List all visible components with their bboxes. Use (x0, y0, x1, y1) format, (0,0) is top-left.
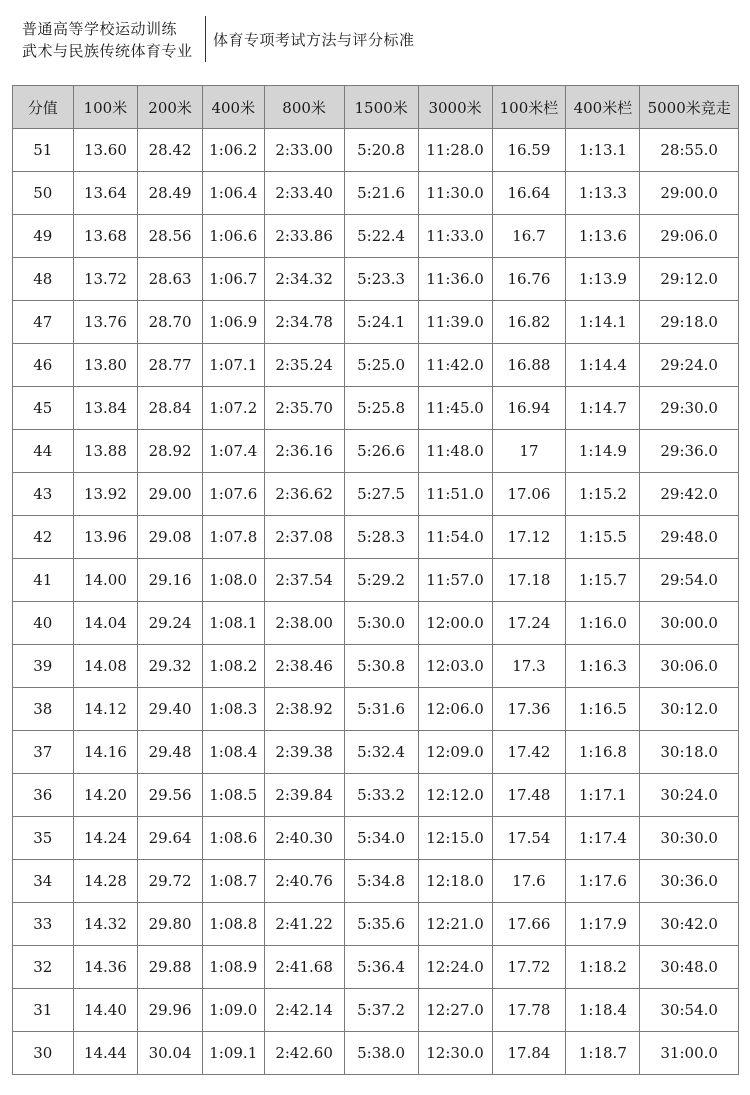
result-cell: 17.42 (492, 731, 566, 774)
score-cell: 50 (13, 172, 74, 215)
result-cell: 12:12.0 (418, 774, 492, 817)
result-cell: 2:39.38 (264, 731, 344, 774)
result-cell: 14.28 (73, 860, 138, 903)
result-cell: 28.77 (138, 344, 203, 387)
table-row (13, 946, 739, 989)
result-cell: 30:06.0 (640, 645, 739, 688)
result-cell: 13.60 (73, 129, 138, 172)
header-section-title: 体育专项考试方法与评分标准 (213, 31, 415, 49)
result-cell: 29.32 (138, 645, 203, 688)
result-cell: 29.48 (138, 731, 203, 774)
result-cell: 17.48 (492, 774, 566, 817)
result-cell: 11:54.0 (418, 516, 492, 559)
result-cell: 2:36.16 (264, 430, 344, 473)
result-cell: 5:25.0 (344, 344, 418, 387)
result-cell: 1:17.6 (566, 860, 640, 903)
table-row (13, 903, 739, 946)
result-cell: 14.00 (73, 559, 138, 602)
result-cell: 29.40 (138, 688, 203, 731)
result-cell: 1:06.7 (202, 258, 264, 301)
result-cell: 1:16.5 (566, 688, 640, 731)
result-cell: 13.80 (73, 344, 138, 387)
result-cell: 29.24 (138, 602, 203, 645)
score-cell: 51 (13, 129, 74, 172)
table-row (13, 430, 739, 473)
result-cell: 14.04 (73, 602, 138, 645)
score-cell: 44 (13, 430, 74, 473)
table-row (13, 688, 739, 731)
result-cell: 13.68 (73, 215, 138, 258)
result-cell: 2:34.78 (264, 301, 344, 344)
result-cell: 1:18.2 (566, 946, 640, 989)
result-cell: 1:07.1 (202, 344, 264, 387)
result-cell: 1:08.4 (202, 731, 264, 774)
result-cell: 12:03.0 (418, 645, 492, 688)
table-row (13, 731, 739, 774)
result-cell: 11:51.0 (418, 473, 492, 516)
result-cell: 1:06.9 (202, 301, 264, 344)
result-cell: 30:12.0 (640, 688, 739, 731)
result-cell: 2:35.70 (264, 387, 344, 430)
result-cell: 5:24.1 (344, 301, 418, 344)
result-cell: 29.88 (138, 946, 203, 989)
result-cell: 14.16 (73, 731, 138, 774)
score-cell: 30 (13, 1032, 74, 1075)
score-cell: 32 (13, 946, 74, 989)
result-cell: 2:39.84 (264, 774, 344, 817)
score-cell: 34 (13, 860, 74, 903)
result-cell: 14.32 (73, 903, 138, 946)
result-cell: 17.18 (492, 559, 566, 602)
result-cell: 1:08.2 (202, 645, 264, 688)
result-cell: 1:15.5 (566, 516, 640, 559)
result-cell: 1:17.4 (566, 817, 640, 860)
column-header: 800米 (264, 86, 344, 129)
result-cell: 1:13.9 (566, 258, 640, 301)
score-cell: 35 (13, 817, 74, 860)
table-row (13, 559, 739, 602)
result-cell: 16.7 (492, 215, 566, 258)
table-row (13, 344, 739, 387)
result-cell: 16.94 (492, 387, 566, 430)
result-cell: 1:16.8 (566, 731, 640, 774)
result-cell: 16.76 (492, 258, 566, 301)
result-cell: 29:06.0 (640, 215, 739, 258)
column-header: 100米 (73, 86, 138, 129)
result-cell: 17.72 (492, 946, 566, 989)
result-cell: 29.16 (138, 559, 203, 602)
result-cell: 5:34.8 (344, 860, 418, 903)
result-cell: 17.78 (492, 989, 566, 1032)
result-cell: 17.12 (492, 516, 566, 559)
result-cell: 2:38.00 (264, 602, 344, 645)
column-header: 400米栏 (566, 86, 640, 129)
result-cell: 2:37.08 (264, 516, 344, 559)
result-cell: 17.6 (492, 860, 566, 903)
result-cell: 16.82 (492, 301, 566, 344)
column-header: 3000米 (418, 86, 492, 129)
result-cell: 17.06 (492, 473, 566, 516)
result-cell: 1:08.6 (202, 817, 264, 860)
result-cell: 17.3 (492, 645, 566, 688)
result-cell: 1:08.9 (202, 946, 264, 989)
score-cell: 39 (13, 645, 74, 688)
result-cell: 1:07.2 (202, 387, 264, 430)
result-cell: 11:48.0 (418, 430, 492, 473)
result-cell: 1:09.0 (202, 989, 264, 1032)
result-cell: 30:18.0 (640, 731, 739, 774)
result-cell: 30:48.0 (640, 946, 739, 989)
result-cell: 5:21.6 (344, 172, 418, 215)
result-cell: 29:42.0 (640, 473, 739, 516)
column-header: 200米 (138, 86, 203, 129)
result-cell: 12:24.0 (418, 946, 492, 989)
result-cell: 29.96 (138, 989, 203, 1032)
result-cell: 1:13.3 (566, 172, 640, 215)
score-cell: 45 (13, 387, 74, 430)
table-row (13, 602, 739, 645)
result-cell: 30:42.0 (640, 903, 739, 946)
result-cell: 2:33.00 (264, 129, 344, 172)
score-cell: 46 (13, 344, 74, 387)
result-cell: 14.12 (73, 688, 138, 731)
result-cell: 12:06.0 (418, 688, 492, 731)
score-cell: 40 (13, 602, 74, 645)
result-cell: 1:07.6 (202, 473, 264, 516)
result-cell: 29.08 (138, 516, 203, 559)
result-cell: 2:42.14 (264, 989, 344, 1032)
result-cell: 29.00 (138, 473, 203, 516)
result-cell: 13.84 (73, 387, 138, 430)
result-cell: 29.80 (138, 903, 203, 946)
result-cell: 2:37.54 (264, 559, 344, 602)
result-cell: 13.96 (73, 516, 138, 559)
result-cell: 13.76 (73, 301, 138, 344)
result-cell: 11:57.0 (418, 559, 492, 602)
result-cell: 29.72 (138, 860, 203, 903)
result-cell: 5:29.2 (344, 559, 418, 602)
score-cell: 42 (13, 516, 74, 559)
result-cell: 1:18.7 (566, 1032, 640, 1075)
result-cell: 1:18.4 (566, 989, 640, 1032)
result-cell: 1:08.7 (202, 860, 264, 903)
result-cell: 14.36 (73, 946, 138, 989)
result-cell: 28.49 (138, 172, 203, 215)
result-cell: 2:41.22 (264, 903, 344, 946)
result-cell: 1:15.7 (566, 559, 640, 602)
result-cell: 5:25.8 (344, 387, 418, 430)
score-cell: 41 (13, 559, 74, 602)
score-cell: 49 (13, 215, 74, 258)
result-cell: 1:16.0 (566, 602, 640, 645)
result-cell: 14.44 (73, 1032, 138, 1075)
scoring-table (12, 85, 739, 1075)
result-cell: 2:38.46 (264, 645, 344, 688)
result-cell: 1:08.8 (202, 903, 264, 946)
result-cell: 13.64 (73, 172, 138, 215)
score-cell: 38 (13, 688, 74, 731)
result-cell: 5:33.2 (344, 774, 418, 817)
result-cell: 28.84 (138, 387, 203, 430)
result-cell: 14.24 (73, 817, 138, 860)
result-cell: 1:14.9 (566, 430, 640, 473)
result-cell: 11:28.0 (418, 129, 492, 172)
result-cell: 30.04 (138, 1032, 203, 1075)
result-cell: 14.40 (73, 989, 138, 1032)
result-cell: 17.54 (492, 817, 566, 860)
table-row (13, 774, 739, 817)
result-cell: 1:13.6 (566, 215, 640, 258)
result-cell: 14.20 (73, 774, 138, 817)
table-row (13, 860, 739, 903)
result-cell: 11:39.0 (418, 301, 492, 344)
result-cell: 28.92 (138, 430, 203, 473)
result-cell: 29:54.0 (640, 559, 739, 602)
table-row (13, 215, 739, 258)
result-cell: 1:06.2 (202, 129, 264, 172)
result-cell: 29:48.0 (640, 516, 739, 559)
result-cell: 2:34.32 (264, 258, 344, 301)
result-cell: 29:24.0 (640, 344, 739, 387)
header-school-line: 普通高等学校运动训练 (22, 20, 178, 38)
result-cell: 2:36.62 (264, 473, 344, 516)
result-cell: 17.66 (492, 903, 566, 946)
result-cell: 29:18.0 (640, 301, 739, 344)
column-header: 分值 (13, 86, 74, 129)
result-cell: 1:17.9 (566, 903, 640, 946)
result-cell: 5:38.0 (344, 1032, 418, 1075)
score-cell: 43 (13, 473, 74, 516)
result-cell: 1:16.3 (566, 645, 640, 688)
result-cell: 1:07.8 (202, 516, 264, 559)
result-cell: 11:45.0 (418, 387, 492, 430)
score-cell: 33 (13, 903, 74, 946)
result-cell: 5:20.8 (344, 129, 418, 172)
table-row (13, 516, 739, 559)
result-cell: 5:31.6 (344, 688, 418, 731)
result-cell: 2:33.40 (264, 172, 344, 215)
result-cell: 17.36 (492, 688, 566, 731)
result-cell: 5:32.4 (344, 731, 418, 774)
result-cell: 1:08.0 (202, 559, 264, 602)
result-cell: 14.08 (73, 645, 138, 688)
result-cell: 13.88 (73, 430, 138, 473)
result-cell: 5:27.5 (344, 473, 418, 516)
result-cell: 17 (492, 430, 566, 473)
header-left-block (22, 18, 193, 62)
column-header: 5000米竞走 (640, 86, 739, 129)
header-divider (205, 16, 206, 62)
result-cell: 17.24 (492, 602, 566, 645)
result-cell: 12:09.0 (418, 731, 492, 774)
result-cell: 1:06.4 (202, 172, 264, 215)
result-cell: 11:33.0 (418, 215, 492, 258)
result-cell: 12:30.0 (418, 1032, 492, 1075)
result-cell: 31:00.0 (640, 1032, 739, 1075)
table-row (13, 129, 739, 172)
result-cell: 1:07.4 (202, 430, 264, 473)
result-cell: 1:14.1 (566, 301, 640, 344)
result-cell: 12:00.0 (418, 602, 492, 645)
result-cell: 16.88 (492, 344, 566, 387)
result-cell: 1:13.1 (566, 129, 640, 172)
result-cell: 1:14.7 (566, 387, 640, 430)
result-cell: 28.42 (138, 129, 203, 172)
result-cell: 5:30.0 (344, 602, 418, 645)
result-cell: 28.70 (138, 301, 203, 344)
result-cell: 1:08.3 (202, 688, 264, 731)
result-cell: 2:41.68 (264, 946, 344, 989)
result-cell: 2:35.24 (264, 344, 344, 387)
result-cell: 30:00.0 (640, 602, 739, 645)
table-header-row (13, 86, 739, 129)
result-cell: 16.64 (492, 172, 566, 215)
result-cell: 1:08.1 (202, 602, 264, 645)
column-header: 100米栏 (492, 86, 566, 129)
result-cell: 30:36.0 (640, 860, 739, 903)
score-cell: 31 (13, 989, 74, 1032)
result-cell: 30:54.0 (640, 989, 739, 1032)
result-cell: 28:55.0 (640, 129, 739, 172)
table-row (13, 473, 739, 516)
result-cell: 28.56 (138, 215, 203, 258)
result-cell: 2:38.92 (264, 688, 344, 731)
result-cell: 2:33.86 (264, 215, 344, 258)
header-major-line: 武术与民族传统体育专业 (22, 42, 193, 60)
result-cell: 1:08.5 (202, 774, 264, 817)
table-row (13, 645, 739, 688)
table-row (13, 1032, 739, 1075)
result-cell: 2:40.76 (264, 860, 344, 903)
result-cell: 17.84 (492, 1032, 566, 1075)
table-row (13, 258, 739, 301)
table-body (13, 129, 739, 1075)
result-cell: 5:28.3 (344, 516, 418, 559)
result-cell: 16.59 (492, 129, 566, 172)
result-cell: 5:37.2 (344, 989, 418, 1032)
result-cell: 11:30.0 (418, 172, 492, 215)
result-cell: 29.56 (138, 774, 203, 817)
result-cell: 12:18.0 (418, 860, 492, 903)
result-cell: 12:27.0 (418, 989, 492, 1032)
result-cell: 11:36.0 (418, 258, 492, 301)
page-header (0, 0, 750, 80)
result-cell: 11:42.0 (418, 344, 492, 387)
result-cell: 29:00.0 (640, 172, 739, 215)
result-cell: 1:09.1 (202, 1032, 264, 1075)
result-cell: 13.72 (73, 258, 138, 301)
table-row (13, 989, 739, 1032)
column-header: 400米 (202, 86, 264, 129)
result-cell: 29:30.0 (640, 387, 739, 430)
table-row (13, 172, 739, 215)
result-cell: 30:30.0 (640, 817, 739, 860)
result-cell: 5:36.4 (344, 946, 418, 989)
result-cell: 5:30.8 (344, 645, 418, 688)
result-cell: 1:15.2 (566, 473, 640, 516)
column-header: 1500米 (344, 86, 418, 129)
result-cell: 30:24.0 (640, 774, 739, 817)
result-cell: 13.92 (73, 473, 138, 516)
result-cell: 29.64 (138, 817, 203, 860)
score-cell: 47 (13, 301, 74, 344)
table-header (13, 86, 739, 129)
result-cell: 2:42.60 (264, 1032, 344, 1075)
result-cell: 5:26.6 (344, 430, 418, 473)
result-cell: 28.63 (138, 258, 203, 301)
result-cell: 1:14.4 (566, 344, 640, 387)
result-cell: 29:36.0 (640, 430, 739, 473)
result-cell: 5:23.3 (344, 258, 418, 301)
result-cell: 29:12.0 (640, 258, 739, 301)
score-cell: 36 (13, 774, 74, 817)
result-cell: 5:34.0 (344, 817, 418, 860)
table-row (13, 387, 739, 430)
table-row (13, 301, 739, 344)
result-cell: 2:40.30 (264, 817, 344, 860)
result-cell: 12:21.0 (418, 903, 492, 946)
table-row (13, 817, 739, 860)
score-cell: 37 (13, 731, 74, 774)
score-cell: 48 (13, 258, 74, 301)
result-cell: 12:15.0 (418, 817, 492, 860)
result-cell: 5:22.4 (344, 215, 418, 258)
result-cell: 1:06.6 (202, 215, 264, 258)
result-cell: 1:17.1 (566, 774, 640, 817)
result-cell: 5:35.6 (344, 903, 418, 946)
